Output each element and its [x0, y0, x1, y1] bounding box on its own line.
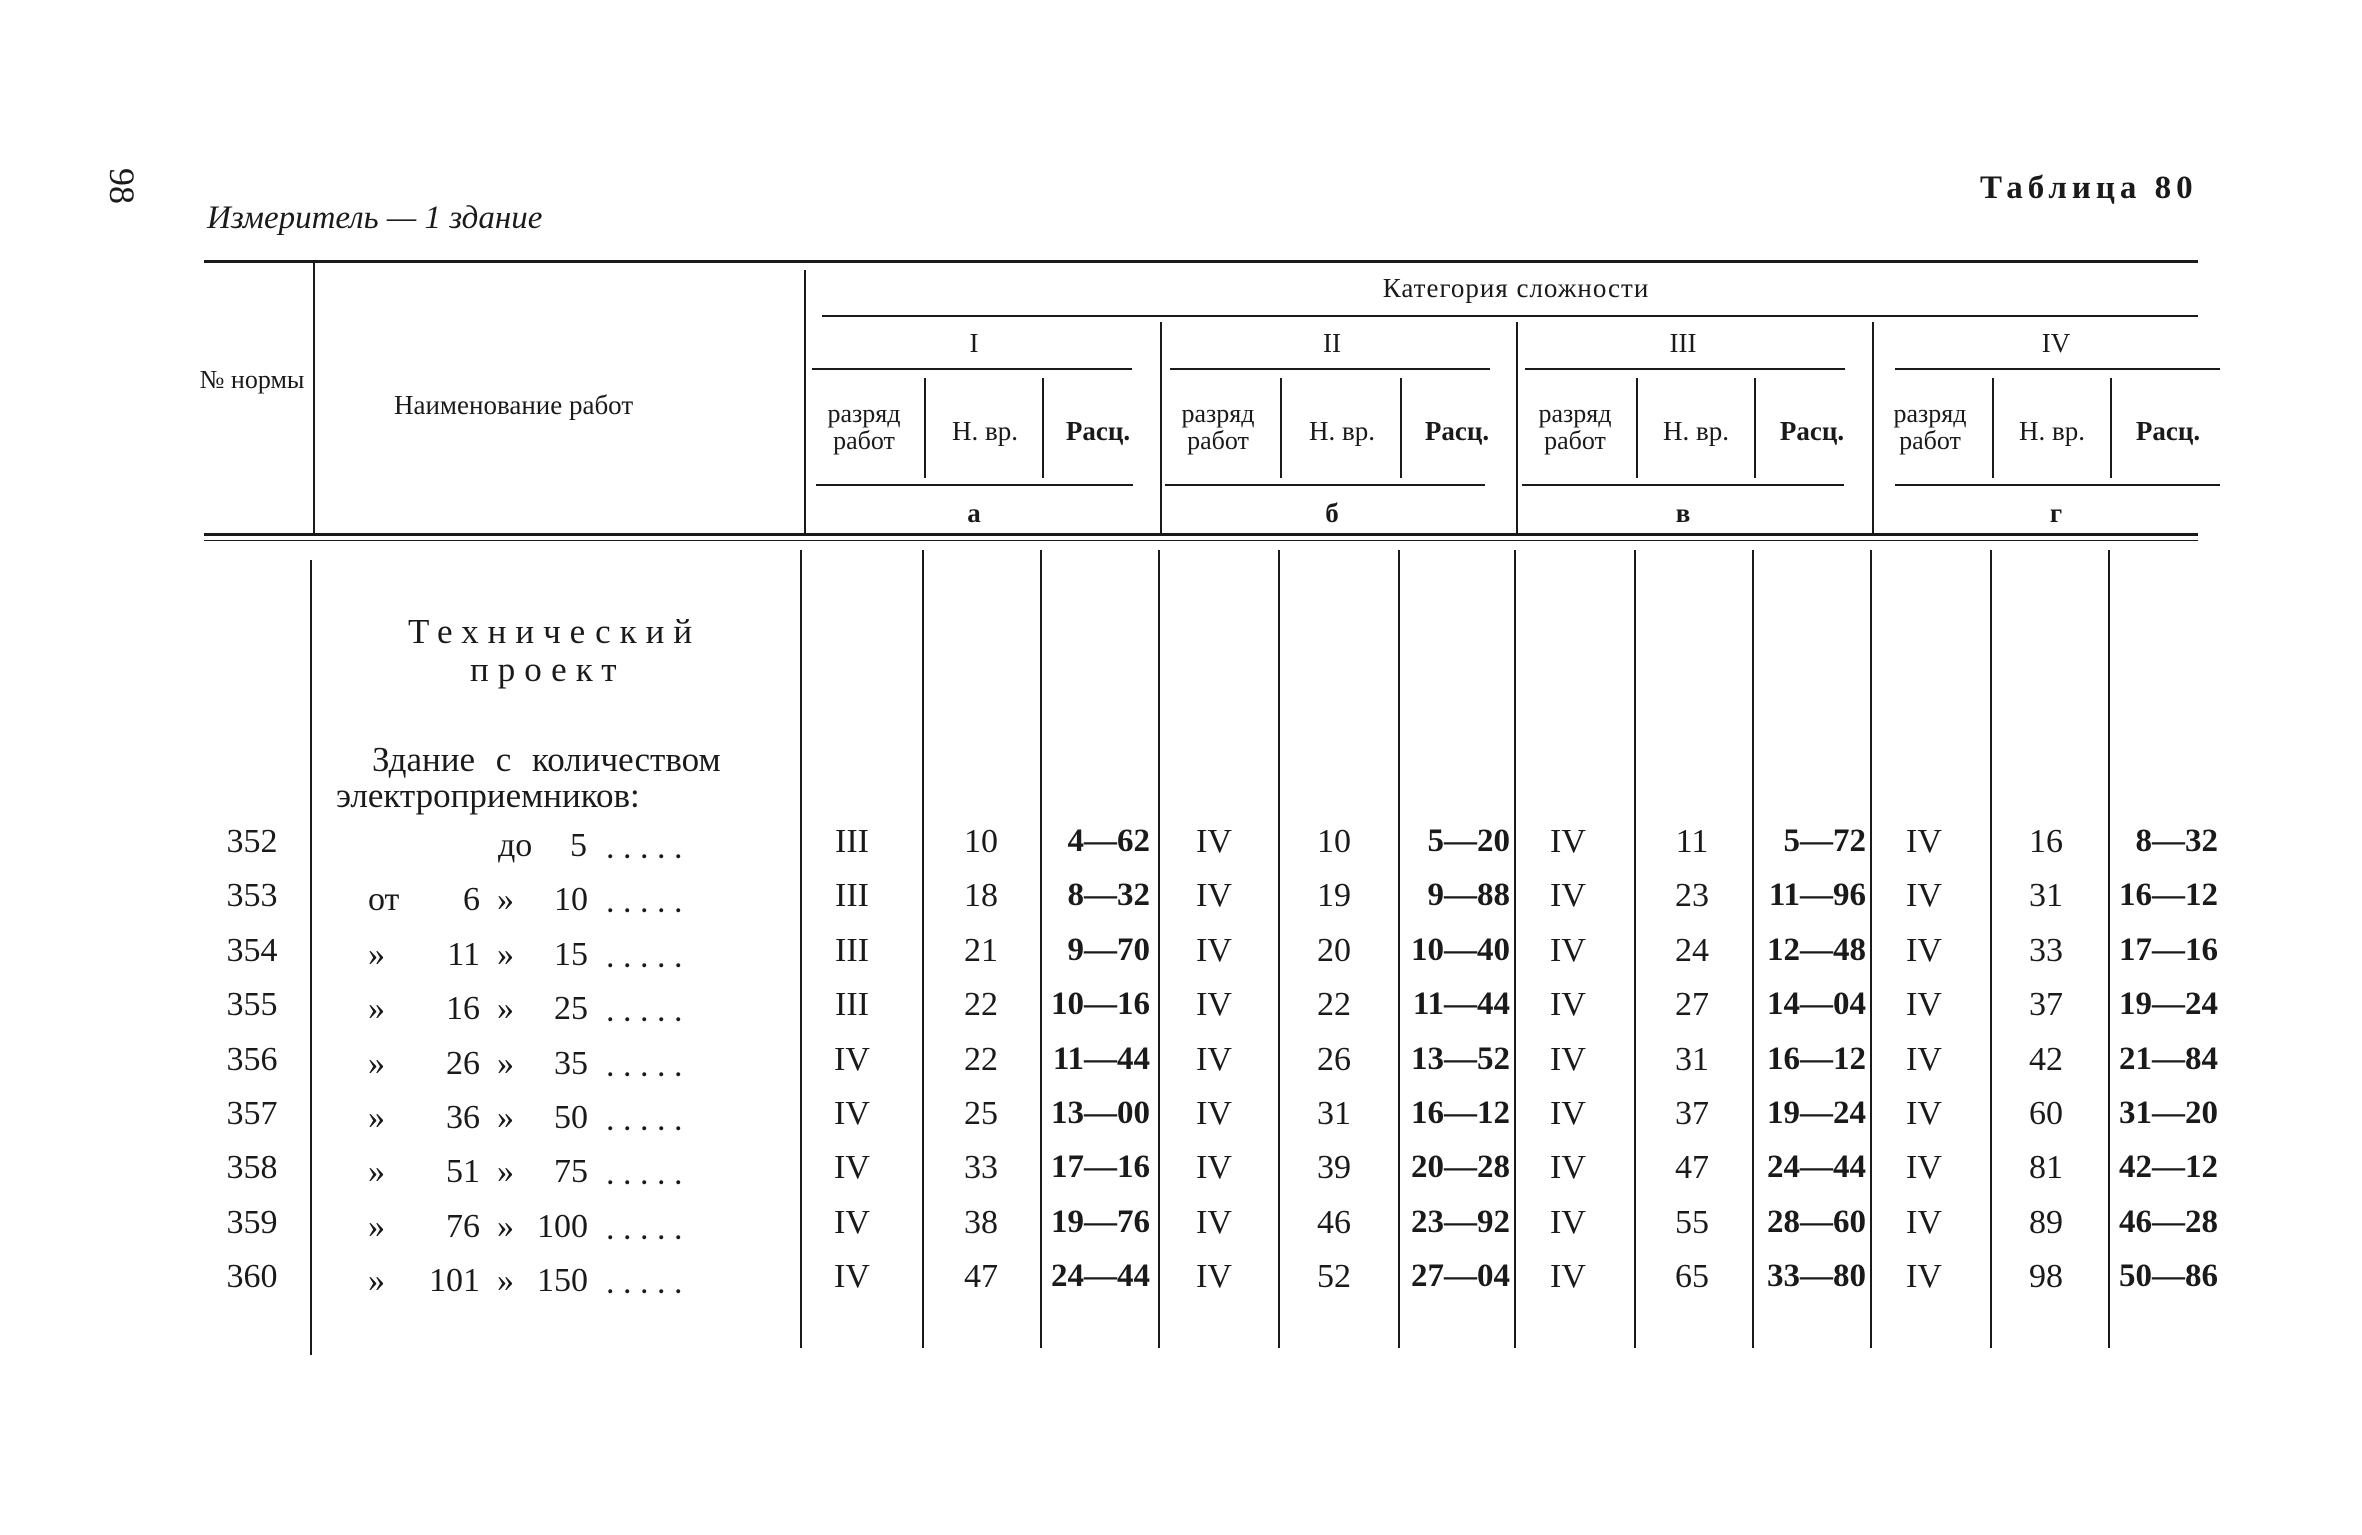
rate-cell: 16—12	[2119, 877, 2218, 914]
range-prefix: до	[498, 827, 533, 864]
rate-cell: 28—60	[1767, 1203, 1866, 1240]
category-letter-v: в	[1675, 498, 1691, 528]
rate-cell: 11—44	[1052, 1040, 1150, 1077]
time-cell: 10	[964, 823, 998, 860]
grade-cell: IV	[1196, 1258, 1232, 1296]
time-cell: 31	[2029, 877, 2063, 915]
grade-cell: IV	[1550, 877, 1586, 915]
section-title-2: проект	[470, 650, 626, 689]
grade-label-3: разряд работ	[1538, 399, 1612, 456]
range-end-value: 10	[554, 881, 588, 919]
time-cell: 24	[1675, 931, 1709, 969]
rate-cell: 19—76	[1051, 1203, 1150, 1240]
category-letter-a: а	[967, 498, 981, 528]
time-cell: 10	[1317, 823, 1351, 860]
grade-cell: IV	[1906, 1149, 1942, 1187]
section-title-1: Технический	[408, 612, 702, 651]
range-start-value: 11	[447, 935, 480, 973]
grade-cell: IV	[1906, 877, 1942, 915]
norm-number: 353	[226, 877, 278, 915]
grade-cell: IV	[1550, 1258, 1586, 1296]
header-bottom-rule	[204, 533, 2198, 536]
rate-cell: 21—84	[2119, 1040, 2218, 1077]
grade-label-2: разряд работ	[1181, 399, 1255, 456]
grade-cell: IV	[834, 1149, 870, 1187]
range-separator: »	[497, 1044, 514, 1082]
body-vline-c4a	[1870, 550, 1872, 1348]
dot-leader: . . . . .	[606, 829, 683, 866]
time-cell: 65	[1675, 1258, 1709, 1296]
time-cell: 46	[1317, 1203, 1351, 1241]
vline-g2	[1160, 322, 1162, 534]
body-vline-c3c	[1752, 550, 1754, 1348]
work-name-header: Наименование работ	[394, 390, 634, 420]
rate-cell: 4—62	[1067, 823, 1150, 859]
grade-cell: IV	[834, 1095, 870, 1132]
time-cell: 81	[2029, 1149, 2063, 1187]
time-cell: 31	[1675, 1040, 1709, 1078]
range-from: »	[368, 1262, 385, 1300]
dot-leader: . . . . .	[606, 1264, 683, 1302]
time-cell: 39	[1317, 1149, 1351, 1187]
time-cell: 25	[964, 1095, 998, 1132]
dot-leader: . . . . .	[606, 883, 683, 921]
vline-h-1b	[1042, 378, 1044, 478]
range-separator: »	[497, 1153, 514, 1191]
vline-h-3a	[1636, 378, 1638, 478]
section-subtitle-2: электроприемников:	[336, 776, 640, 815]
vline-g3	[1516, 322, 1518, 534]
category-roman-2: II	[1323, 328, 1341, 358]
time-header-2: Н. вр.	[1309, 416, 1375, 446]
body-vline-c2c	[1398, 550, 1400, 1348]
grade-label-4: разряд работ	[1893, 399, 1967, 456]
letter-rule-2	[1165, 484, 1485, 486]
rate-cell: 23—92	[1411, 1203, 1510, 1240]
grade-cell: IV	[1196, 823, 1232, 860]
range-from: »	[368, 990, 385, 1028]
range-separator: »	[497, 935, 514, 973]
time-cell: 52	[1317, 1258, 1351, 1296]
time-cell: 11	[1675, 823, 1709, 860]
complexity-rule	[822, 315, 2198, 317]
range-separator: »	[497, 1262, 514, 1300]
vline-no	[313, 262, 315, 534]
rate-header-4: Расц.	[2135, 416, 2201, 446]
rate-cell: 9—70	[1067, 931, 1150, 968]
range-end-value: 35	[554, 1044, 588, 1082]
no-norm-header	[197, 366, 307, 393]
grade-cell: IV	[1906, 1258, 1942, 1296]
rate-header-1: Расц.	[1065, 416, 1131, 446]
rate-cell: 5—72	[1783, 823, 1866, 859]
rate-cell: 5—20	[1427, 823, 1510, 859]
dot-leader: . . . . .	[606, 992, 683, 1030]
letter-rule-1	[816, 484, 1133, 486]
range-end-value: 25	[554, 990, 588, 1028]
vline-h-3b	[1754, 378, 1756, 478]
time-header-1: Н. вр.	[952, 416, 1018, 446]
rate-header-2: Расц.	[1424, 416, 1490, 446]
rate-cell: 46—28	[2119, 1203, 2218, 1240]
rate-cell: 24—44	[1767, 1149, 1866, 1186]
rate-cell: 17—16	[2119, 931, 2218, 968]
norm-number: 355	[226, 986, 278, 1024]
grade-cell: IV	[1196, 986, 1232, 1024]
complexity-header: Категория сложности	[1382, 273, 1650, 303]
grade-cell: III	[835, 986, 869, 1024]
group-rule-3	[1525, 368, 1845, 370]
category-roman-1: I	[969, 328, 979, 358]
rate-cell: 50—86	[2119, 1258, 2218, 1295]
time-cell: 42	[2029, 1040, 2063, 1078]
rate-cell: 11—96	[1768, 877, 1866, 914]
body-vline-c1b	[922, 550, 924, 1348]
time-cell: 22	[1317, 986, 1351, 1024]
range-end-value: 100	[537, 1207, 588, 1245]
time-cell: 26	[1317, 1040, 1351, 1078]
rate-cell: 13—00	[1051, 1095, 1150, 1131]
grade-header-2	[1163, 400, 1273, 455]
range-separator: »	[497, 990, 514, 1028]
page-number: 98	[102, 168, 142, 204]
grade-cell: IV	[1550, 1149, 1586, 1187]
grade-cell: IV	[834, 1203, 870, 1241]
range-start-value: 26	[446, 1044, 480, 1082]
time-cell: 47	[964, 1258, 998, 1296]
header-bottom-rule-2	[204, 540, 2198, 541]
category-roman-3: III	[1669, 328, 1697, 358]
grade-cell: IV	[1196, 1040, 1232, 1078]
vline-h-1a	[924, 378, 926, 478]
time-cell: 37	[1675, 1095, 1709, 1132]
grade-label-1: разряд работ	[827, 399, 901, 456]
rate-cell: 8—32	[1067, 877, 1150, 914]
time-cell: 89	[2029, 1203, 2063, 1241]
grade-header-4	[1875, 400, 1985, 455]
dot-leader: . . . . .	[606, 1046, 683, 1084]
vline-g4	[1872, 322, 1874, 534]
range-end-value: 50	[554, 1099, 588, 1136]
range-from: »	[368, 1044, 385, 1082]
grade-cell: IV	[1906, 1095, 1942, 1132]
grade-cell: IV	[1196, 877, 1232, 915]
grade-cell: IV	[1906, 986, 1942, 1024]
rate-cell: 17—16	[1051, 1149, 1150, 1186]
rate-cell: 14—04	[1767, 986, 1866, 1023]
time-cell: 19	[1317, 877, 1351, 915]
time-cell: 18	[964, 877, 998, 915]
range-from: »	[368, 1099, 385, 1136]
grade-cell: IV	[1550, 986, 1586, 1024]
body-vline-c2a	[1158, 550, 1160, 1348]
time-cell: 27	[1675, 986, 1709, 1024]
table-title: Таблица 80	[1980, 170, 2198, 206]
range-end-value: 150	[537, 1262, 588, 1300]
rate-cell: 27—04	[1411, 1258, 1510, 1295]
body-vline-c3a	[1514, 550, 1516, 1348]
grade-cell: III	[835, 931, 869, 969]
range-from: »	[368, 1153, 385, 1191]
grade-cell: IV	[834, 1258, 870, 1296]
rate-cell: 11—44	[1412, 986, 1510, 1023]
grade-cell: IV	[1906, 931, 1942, 969]
section-subtitle-1: Здание с количеством	[372, 740, 721, 779]
range-separator: »	[497, 1207, 514, 1245]
time-cell: 60	[2029, 1095, 2063, 1132]
time-cell: 20	[1317, 931, 1351, 969]
range-start-value: 6	[463, 881, 480, 919]
range-end-value: 15	[554, 935, 588, 973]
rate-cell: 19—24	[2119, 986, 2218, 1023]
category-letter-b: б	[1325, 498, 1339, 528]
time-cell: 33	[964, 1149, 998, 1187]
grade-cell: IV	[1550, 823, 1586, 860]
time-cell: 22	[964, 1040, 998, 1078]
grade-cell: IV	[1550, 1203, 1586, 1241]
rate-cell: 12—48	[1767, 931, 1866, 968]
rate-cell: 20—28	[1411, 1149, 1510, 1186]
body-vline-c4c	[2108, 550, 2110, 1348]
grade-cell: IV	[1550, 1040, 1586, 1078]
dot-leader: . . . . .	[606, 1209, 683, 1247]
range-from: от	[368, 881, 400, 919]
rate-cell: 16—12	[1767, 1040, 1866, 1077]
category-letter-g: г	[2049, 498, 2063, 528]
measure-label: Измеритель — 1 здание	[207, 200, 543, 236]
grade-cell: IV	[1906, 823, 1942, 860]
range-end-value: 75	[554, 1153, 588, 1191]
time-cell: 38	[964, 1203, 998, 1241]
rate-header-3: Расц.	[1779, 416, 1845, 446]
norm-number: 357	[226, 1095, 278, 1132]
body-vline-c3b	[1634, 550, 1636, 1348]
rate-cell: 24—44	[1051, 1258, 1150, 1295]
time-cell: 23	[1675, 877, 1709, 915]
vline-name	[804, 270, 806, 534]
rate-cell: 8—32	[2135, 823, 2218, 859]
range-start-value: 51	[446, 1153, 480, 1191]
rate-cell: 9—88	[1427, 877, 1510, 914]
rate-cell: 42—12	[2119, 1149, 2218, 1186]
range-separator: »	[497, 881, 514, 919]
norm-number: 358	[226, 1149, 278, 1187]
vline-h-2b	[1400, 378, 1402, 478]
rate-cell: 33—80	[1767, 1258, 1866, 1295]
range-start-value: 76	[446, 1207, 480, 1245]
body-vline-c1a	[800, 550, 802, 1348]
no-norm-label: № нормы	[199, 365, 305, 394]
time-cell: 37	[2029, 986, 2063, 1024]
rate-cell: 16—12	[1411, 1095, 1510, 1131]
rate-cell: 13—52	[1411, 1040, 1510, 1077]
group-rule-4	[1895, 368, 2220, 370]
time-header-3: Н. вр.	[1663, 416, 1729, 446]
dot-leader: . . . . .	[606, 1155, 683, 1193]
norm-number: 359	[226, 1203, 278, 1241]
time-cell: 31	[1317, 1095, 1351, 1132]
grade-cell: III	[835, 823, 869, 860]
rate-cell: 19—24	[1767, 1095, 1866, 1131]
grade-cell: IV	[1196, 1095, 1232, 1132]
category-roman-4: IV	[2041, 328, 2071, 358]
range-separator: »	[497, 1099, 514, 1136]
range-start-value: 16	[446, 990, 480, 1028]
time-header-4: Н. вр.	[2019, 416, 2085, 446]
grade-cell: IV	[1550, 931, 1586, 969]
range-from: »	[368, 935, 385, 973]
time-cell: 21	[964, 931, 998, 969]
grade-cell: IV	[1906, 1203, 1942, 1241]
dot-leader: . . . . .	[606, 937, 683, 975]
grade-cell: IV	[1196, 931, 1232, 969]
group-rule-2	[1170, 368, 1490, 370]
grade-header-3	[1520, 400, 1630, 455]
body-vline-c4b	[1990, 550, 1992, 1348]
rate-cell: 31—20	[2119, 1095, 2218, 1131]
table-top-rule	[204, 260, 2198, 263]
letter-rule-3	[1522, 484, 1844, 486]
time-cell: 55	[1675, 1203, 1709, 1241]
grade-header-1	[809, 400, 919, 455]
dot-leader: . . . . .	[606, 1101, 683, 1138]
vline-h-4a	[1992, 378, 1994, 478]
norm-number: 354	[226, 931, 278, 969]
grade-cell: IV	[1196, 1203, 1232, 1241]
time-cell: 47	[1675, 1149, 1709, 1187]
time-cell: 33	[2029, 931, 2063, 969]
range-start-value: 101	[429, 1262, 480, 1300]
group-rule-1	[812, 368, 1132, 370]
grade-cell: IV	[1550, 1095, 1586, 1132]
vline-h-2a	[1280, 378, 1282, 478]
time-cell: 98	[2029, 1258, 2063, 1296]
body-vline-name	[310, 560, 312, 1355]
range-start-value: 36	[446, 1099, 480, 1136]
range-to-value: 5	[570, 827, 587, 864]
norm-number: 352	[226, 823, 278, 860]
rate-cell: 10—16	[1051, 986, 1150, 1023]
rate-cell: 10—40	[1411, 931, 1510, 968]
range-from: »	[368, 1207, 385, 1245]
norm-number: 356	[226, 1040, 278, 1078]
letter-rule-4	[1895, 484, 2220, 486]
time-cell: 16	[2029, 823, 2063, 860]
norm-number: 360	[226, 1258, 278, 1296]
body-vline-c1c	[1040, 550, 1042, 1348]
time-cell: 22	[964, 986, 998, 1024]
grade-cell: IV	[834, 1040, 870, 1078]
body-vline-c2b	[1278, 550, 1280, 1348]
grade-cell: III	[835, 877, 869, 915]
vline-h-4b	[2110, 378, 2112, 478]
grade-cell: IV	[1196, 1149, 1232, 1187]
grade-cell: IV	[1906, 1040, 1942, 1078]
